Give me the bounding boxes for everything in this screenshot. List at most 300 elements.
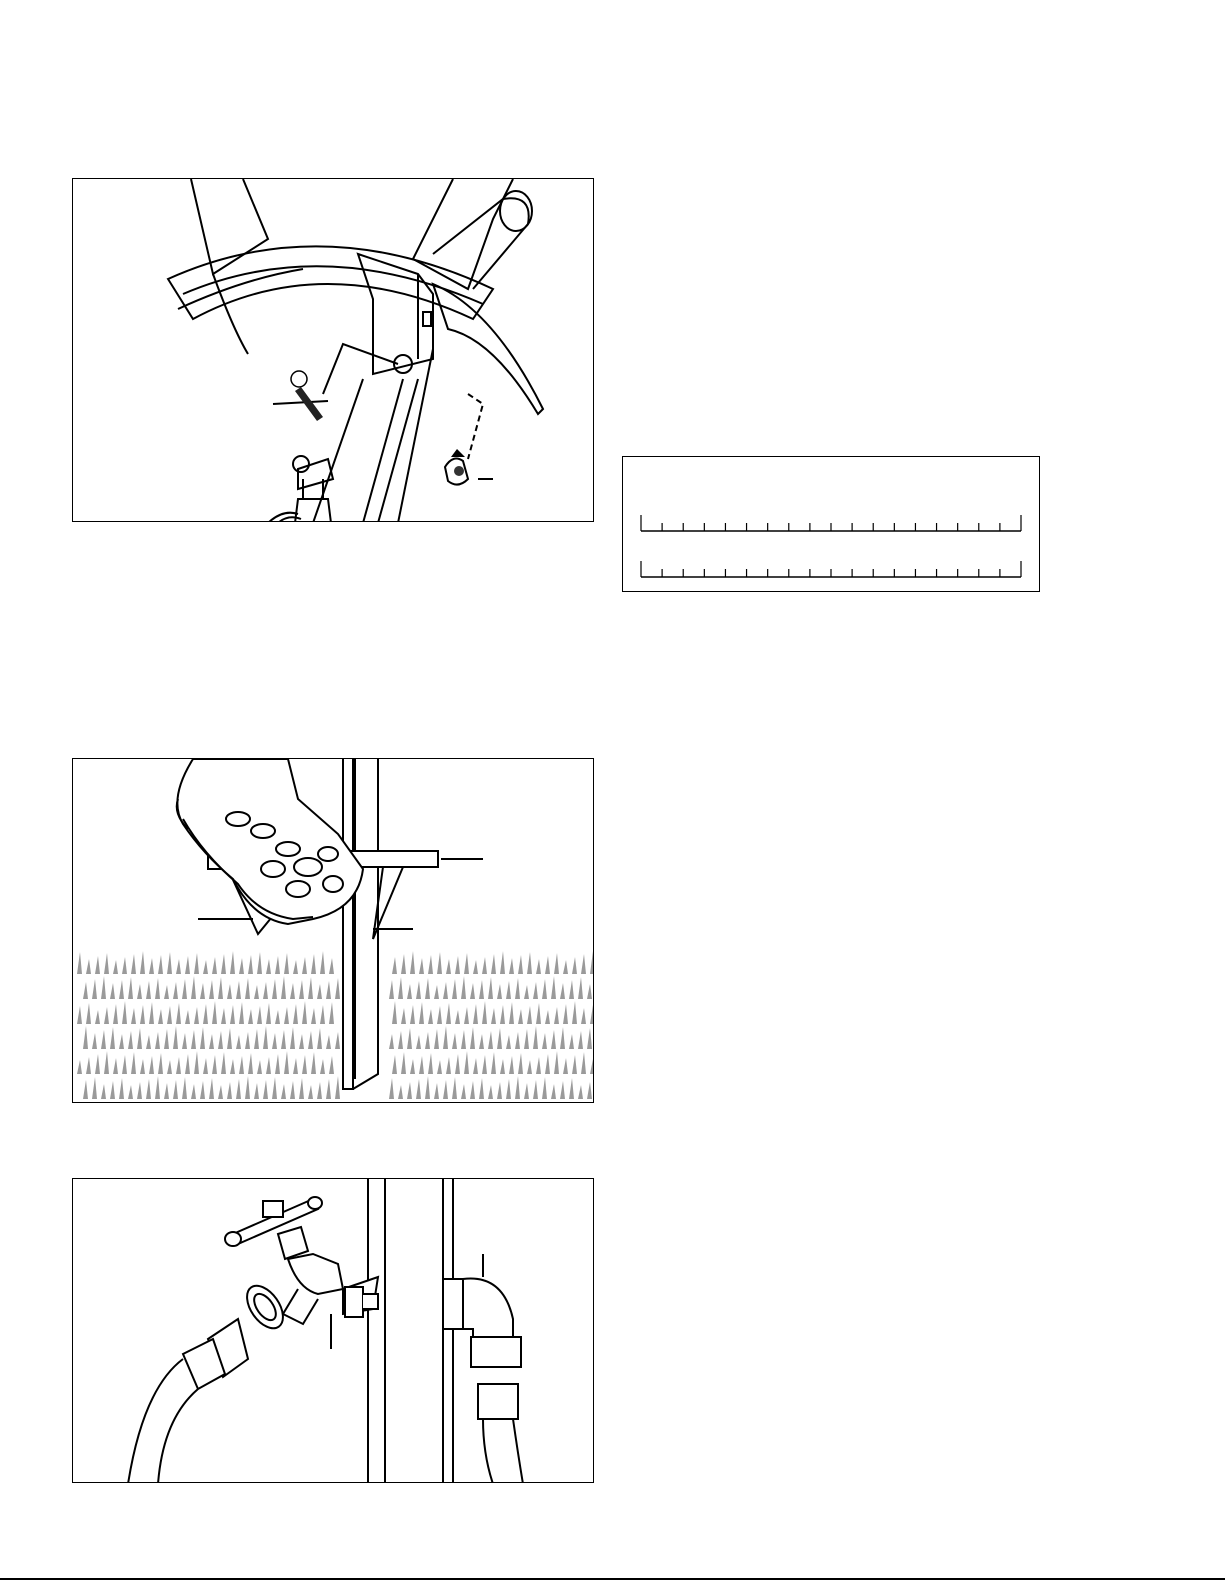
grass-blade [119,1034,124,1049]
grass-blade [428,1053,433,1074]
grass-blade [212,1055,217,1074]
grass-blade [86,959,91,974]
grass-blade [209,1034,214,1049]
grass-blade [218,977,223,999]
grass-blade [437,1060,442,1074]
grass-blade [419,1056,424,1074]
grass-blade [149,1056,154,1074]
hose-icon [128,1319,248,1483]
grass-blade [389,1078,394,1099]
grass-blade [518,1053,523,1074]
grass-blade [455,1054,460,1074]
grass-blade [104,953,109,974]
grass-blade [290,983,295,999]
grass-blade [104,1051,109,1074]
grass-blade [527,1060,532,1074]
grass-blade [92,1033,97,1049]
grass-blade [329,1002,334,1024]
grass-blade [461,976,466,999]
grass-blade [290,1081,295,1099]
grass-blade [173,982,178,999]
grass-blade [581,1052,586,1074]
grass-blade [524,1029,529,1049]
grass-blade [500,1005,505,1024]
grass-blade [491,1052,496,1074]
grass-blade [155,978,160,999]
faucet-icon [225,1197,378,1335]
grass-blade [140,951,145,974]
grass-blade [518,955,523,974]
grass-blade [434,1083,439,1099]
grass-blade [515,1032,520,1049]
grass-blade [515,1076,520,1099]
grass-blade [533,1080,538,1099]
grass-blade [257,1060,262,1074]
grass-blade [560,1027,565,1049]
grass-blade [392,1055,397,1074]
grass-blade [560,1081,565,1099]
grass-blade [200,983,205,999]
grass-blade [590,1059,594,1074]
grass-blade [92,979,97,999]
grass-blade [464,1007,469,1024]
grass-blade [218,1031,223,1049]
grass-blade [83,1080,88,1099]
grass-blade [335,1076,340,1099]
grass-blade [173,1080,178,1099]
grass-blade [470,983,475,999]
grass-blade [164,1029,169,1049]
grass-blade [518,1009,523,1024]
grass-blade [515,978,520,999]
grass-blade [131,1008,136,1024]
grass-blade [569,1034,574,1049]
grass-blade [95,956,100,974]
grass-blade [164,1083,169,1099]
ruler-drawing [623,457,1041,593]
grass-blade [425,978,430,999]
grass-blade [86,1057,91,1074]
grass-blade [221,1052,226,1074]
grass-blade [335,978,340,999]
grass-blade [113,1058,118,1074]
grass-blade [536,1057,541,1074]
grass-blade [401,954,406,974]
bolt-icon [291,371,323,421]
grass-blade [110,983,115,999]
grass-blade [587,1082,592,1099]
grass-blade [509,958,514,974]
grass-blade [119,1078,124,1099]
grass-blade [482,1001,487,1024]
grass-blade [401,1008,406,1024]
grass-blade [455,1010,460,1024]
grass-blade [407,1082,412,1099]
grass-blade [308,1085,313,1099]
grass-blade [131,1052,136,1074]
grass-blade [182,979,187,999]
grass-blade [227,984,232,999]
grass-blade [299,1034,304,1049]
grass-blade [239,1056,244,1074]
grass-blade [452,1077,457,1099]
grass-blade [560,983,565,999]
grass-blade [167,952,172,974]
grass-blade [533,982,538,999]
grass-blade [308,1031,313,1049]
grass-blade [254,985,259,999]
grass-blade [554,1051,559,1074]
grass-blade [221,954,226,974]
grass-blade [257,1006,262,1024]
grass-blade [335,1032,340,1049]
grass-blade [488,1085,493,1099]
grass-blade [581,1008,586,1024]
grass-blade [434,1029,439,1049]
grass-blade [443,982,448,999]
grass-blade [578,977,583,999]
grass-blade [419,1002,424,1024]
grass-blade [473,1058,478,1074]
grass-blade [131,954,136,974]
grass-blade [320,1005,325,1024]
grass-blade [191,976,196,999]
grass-blade [470,1081,475,1099]
figure-bracket-assembly [72,178,594,522]
grass-blade [545,956,550,974]
grass-blade [137,1082,142,1099]
wing-nut-icon [445,449,468,485]
grass-blade [542,979,547,999]
grass-blade [83,1026,88,1049]
grass-blade [266,1003,271,1024]
grass-blade [182,1077,187,1099]
grass-blade [248,1009,253,1024]
grass-blade [569,980,574,999]
figure-hose-connections [72,1178,594,1483]
grass-blade [218,1085,223,1099]
grass-blade [464,1051,469,1074]
grass-blade [236,981,241,999]
grass-blade [302,1055,307,1074]
grass-blade [284,1051,289,1074]
grass-blade [443,1026,448,1049]
grass-blade [428,1009,433,1024]
grass-blade [176,1057,181,1074]
grass-blade [239,958,244,974]
grass-blade [572,1001,577,1024]
grass-blade [398,1031,403,1049]
grass-blade [500,951,505,974]
bracket-assembly-drawing [73,179,594,522]
grass-blade [77,952,82,974]
grass-blade [407,1028,412,1049]
grass-blade [389,980,394,999]
grass-blade [167,1060,172,1074]
grass-blade [446,1057,451,1074]
grass-blade [452,1033,457,1049]
grass-blade [554,1007,559,1024]
grass-blade [203,960,208,974]
grass-blade [455,956,460,974]
grass-blade [434,985,439,999]
grass-blade [527,952,532,974]
grass-blade [275,1010,280,1024]
grass-blade [428,955,433,974]
grass-blade [176,1003,181,1024]
grass-blade [389,1034,394,1049]
grass-blade [497,984,502,999]
grass-blade [497,1082,502,1099]
grass-blade [500,1059,505,1074]
grass-blade [239,1002,244,1024]
grass-blade [263,1026,268,1049]
grass-blade [536,959,541,974]
grass-blade [293,1004,298,1024]
grass-blade [101,1030,106,1049]
grass-blade [185,1010,190,1024]
grass-blade [464,953,469,974]
grass-blade [122,957,127,974]
grass-blade [77,1006,82,1024]
grass-blade [191,1084,196,1099]
grass-blade [149,1002,154,1024]
grass-blade [212,1001,217,1024]
grass-blade [128,1085,133,1099]
grass-blade [479,1078,484,1099]
grass-blade [248,1053,253,1074]
grass-blade [320,951,325,974]
grass-blade [221,1008,226,1024]
grass-blade [488,1031,493,1049]
grass-blade [473,1004,478,1024]
grass-blade [437,1006,442,1024]
grass-blade [203,1058,208,1074]
grass-blade [482,1055,487,1074]
grass-blade [551,1030,556,1049]
grass-blade [551,976,556,999]
grass-blade [236,1035,241,1049]
page-bottom-rule [0,1578,1225,1580]
grass-blade [509,1056,514,1074]
grass-blade [506,1035,511,1049]
grass-blade [272,979,277,999]
grass-blade [311,1052,316,1074]
grass-blade [473,960,478,974]
grass-blade [104,1007,109,1024]
grass-field [77,951,594,1099]
grass-blade [572,957,577,974]
grass-blade [284,953,289,974]
grass-blade [146,1079,151,1099]
grass-blade [92,1077,97,1099]
grass-blade [194,1007,199,1024]
grass-blade [155,1032,160,1049]
grass-blade [461,1084,466,1099]
grass-blade [293,1058,298,1074]
grass-blade [137,1028,142,1049]
grass-blade [554,953,559,974]
grass-blade [317,984,322,999]
grass-blade [254,1083,259,1099]
grass-blade [227,1028,232,1049]
grass-blade [167,1006,172,1024]
grass-blade [326,981,331,999]
grass-blade [284,1007,289,1024]
grass-blade [329,958,334,974]
grass-blade [590,951,594,974]
grass-blade [275,1054,280,1074]
grass-blade [263,982,268,999]
grass-blade [158,1053,163,1074]
grass-blade [113,960,118,974]
grass-blade [86,1003,91,1024]
grass-blade [326,1079,331,1099]
grass-blade [254,1029,259,1049]
grass-blade [524,985,529,999]
grass-blade [77,1060,82,1074]
hose-connection-drawing [73,1179,594,1483]
grass-blade [149,958,154,974]
grass-blade [578,1085,583,1099]
grass-blade [146,981,151,999]
grass-blade [230,1005,235,1024]
grass-blade [119,980,124,999]
grass-blade [266,1057,271,1074]
grass-blade [113,1004,118,1024]
grass-blade [446,1003,451,1024]
grass-blade [317,1082,322,1099]
grass-blade [203,1004,208,1024]
grass-blade [209,1078,214,1099]
grass-blade [128,977,133,999]
grass-blade [290,1027,295,1049]
grass-blade [482,957,487,974]
grass-blade [419,958,424,974]
grass-blade [479,1034,484,1049]
grass-blade [311,954,316,974]
grass-blade [83,982,88,999]
grass-blade [491,1008,496,1024]
grass-blade [410,951,415,974]
grass-blade [497,1028,502,1049]
grass-blade [293,960,298,974]
grass-blade [101,1084,106,1099]
grass-blade [452,979,457,999]
grass-blade [320,1059,325,1074]
grass-blade [194,953,199,974]
grass-blade [128,1031,133,1049]
grass-blade [329,1056,334,1074]
grass-blade [437,952,442,974]
grass-blade [230,1059,235,1074]
grass-blade [410,1005,415,1024]
grass-blade [95,1010,100,1024]
grass-blade [425,1076,430,1099]
grass-blade [176,959,181,974]
grass-blade [194,1051,199,1074]
grass-blade [266,959,271,974]
grass-blade [110,1081,115,1099]
grass-blade [410,1059,415,1074]
grass-blade [506,1079,511,1099]
grass-blade [212,957,217,974]
grass-blade [416,1035,421,1049]
grass-blade [164,985,169,999]
grass-blade [392,957,397,974]
grass-blade [140,1005,145,1024]
grass-blade [122,1001,127,1024]
grass-blade [527,1006,532,1024]
grass-blade [317,1028,322,1049]
grass-blade [587,1028,592,1049]
grass-blade [158,1009,163,1024]
grass-blade [275,956,280,974]
grass-blade [563,960,568,974]
grass-blade [137,984,142,999]
grass-blade [122,1055,127,1074]
grass-blade [311,1008,316,1024]
grass-blade [155,1076,160,1099]
grass-blade [173,1026,178,1049]
grass-blade [398,977,403,999]
grass-blade [248,955,253,974]
grass-blade [506,981,511,999]
grass-blade [491,954,496,974]
grass-blade [281,976,286,999]
grass-blade [281,1084,286,1099]
grass-blade [257,952,262,974]
grass-blade [425,1032,430,1049]
grass-blade [158,955,163,974]
grass-blade [443,1080,448,1099]
grass-blade [461,1030,466,1049]
grass-blade [488,977,493,999]
grass-blade [536,1003,541,1024]
grass-blade [308,977,313,999]
grass-blade [545,1054,550,1074]
grass-blade [185,1054,190,1074]
grass-blade [533,1026,538,1049]
grass-blade [200,1081,205,1099]
grass-blade [299,1078,304,1099]
grass-blade [140,1059,145,1074]
grass-blade [182,1033,187,1049]
grass-blade [587,984,592,999]
grass-blade [191,1030,196,1049]
grass-blade [245,1076,250,1099]
grass-blade [227,1082,232,1099]
grass-blade [302,1001,307,1024]
figure-stake-in-ground [72,758,594,1103]
grass-blade [110,1027,115,1049]
grass-blade [185,956,190,974]
shoe-icon [177,759,363,924]
grass-blade [200,1027,205,1049]
grass-blade [302,957,307,974]
grass-blade [446,959,451,974]
grass-blade [245,978,250,999]
grass-blade [263,1080,268,1099]
grass-blade [563,1058,568,1074]
grass-blade [569,1078,574,1099]
grass-blade [281,1030,286,1049]
grass-blade [572,1055,577,1074]
grass-blade [401,1052,406,1074]
grass-blade [542,1033,547,1049]
measurement-ruler [622,456,1040,592]
grass-blade [272,1077,277,1099]
